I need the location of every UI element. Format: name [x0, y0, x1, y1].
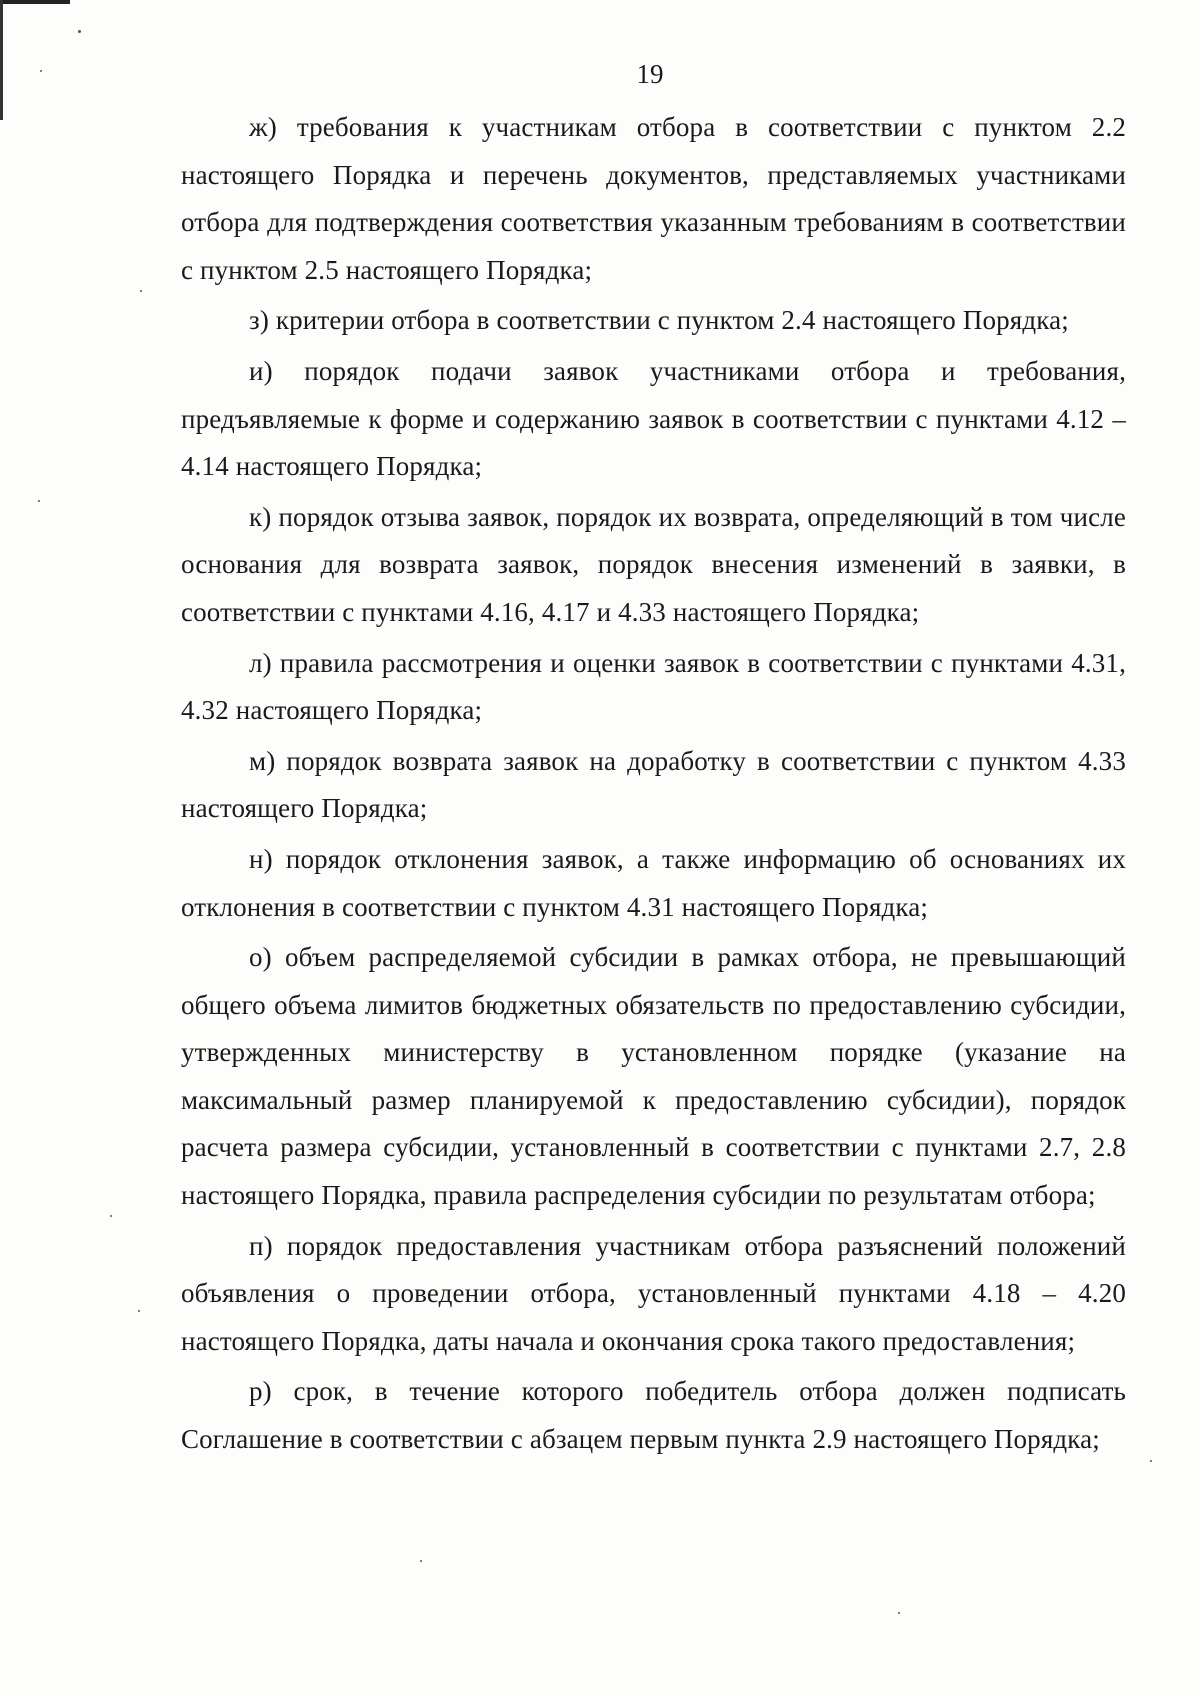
list-item: р) срок, в течение которого победитель отбора должен подписать Соглашение в соответствии с абзацем первым пункта 2.9 настоящего Порядка; [181, 1376, 1126, 1455]
list-item: к) порядок отзыва заявок, порядок их возврата, определяющий в том числе основания для возврата заявок, порядок внесения изменений в заявки, в соответствии с пунктами 4.16, 4.17 и 4.33 настоящего Порядка; [181, 501, 1126, 627]
scan-speck [40, 70, 42, 72]
scan-speck [898, 1612, 900, 1614]
list-item: п) порядок предоставления участникам отбора разъяснений положений объявления о проведении отбора, установленный пунктами 4.18 – 4.20 настоящего Порядка, даты начала и окончания срока такого предоставления; [181, 1230, 1126, 1356]
list-item: м) порядок возврата заявок на доработку в соответствии с пунктом 4.33 настоящего Порядка; [181, 745, 1126, 824]
scan-border-top [0, 0, 70, 4]
scan-speck [420, 1560, 422, 1562]
scan-speck [138, 1310, 140, 1312]
scan-speck [140, 290, 142, 292]
list-item: о) объем распределяемой субсидии в рамках отбора, не превышающий общего объема лимитов бюджетных обязательств по предоставлению субсидии, утвержденных министерству в установленном порядке (указание на максимальный размер планируемой к предоставлению субсидии), порядок расчета размера субсидии, установленный в соответствии с пунктами 2.7, 2.8 настоящего Порядка, правила распределения субсидии по результатам отбора; [181, 942, 1126, 1211]
scan-border-left [0, 0, 3, 120]
scan-speck [78, 30, 81, 33]
scan-speck [1150, 1460, 1152, 1462]
page-number: 19 [636, 59, 664, 89]
list-item: н) порядок отклонения заявок, а также информацию об основаниях их отклонения в соответствии с пунктом 4.31 настоящего Порядка; [181, 843, 1126, 922]
scan-speck [38, 500, 40, 502]
list-item: з) критерии отбора в соответствии с пунктом 2.4 настоящего Порядка; [249, 305, 1069, 336]
list-item: и) порядок подачи заявок участниками отбора и требования, предъявляемые к форме и содержанию заявок в соответствии с пунктами 4.12 – 4.14 настоящего Порядка; [181, 355, 1126, 482]
scan-speck [110, 1215, 112, 1217]
document-body [181, 104, 1126, 1467]
list-item: л) правила рассмотрения и оценки заявок в соответствии с пунктами 4.31, 4.32 настоящего Порядка; [181, 647, 1126, 726]
list-item: ж) требования к участникам отбора в соответствии с пунктом 2.2 настоящего Порядка и перечень документов, представляемых участниками отбора для подтверждения соответствия указанным требованиям в соответствии с пунктом 2.5 настоящего Порядка; [181, 112, 1126, 285]
